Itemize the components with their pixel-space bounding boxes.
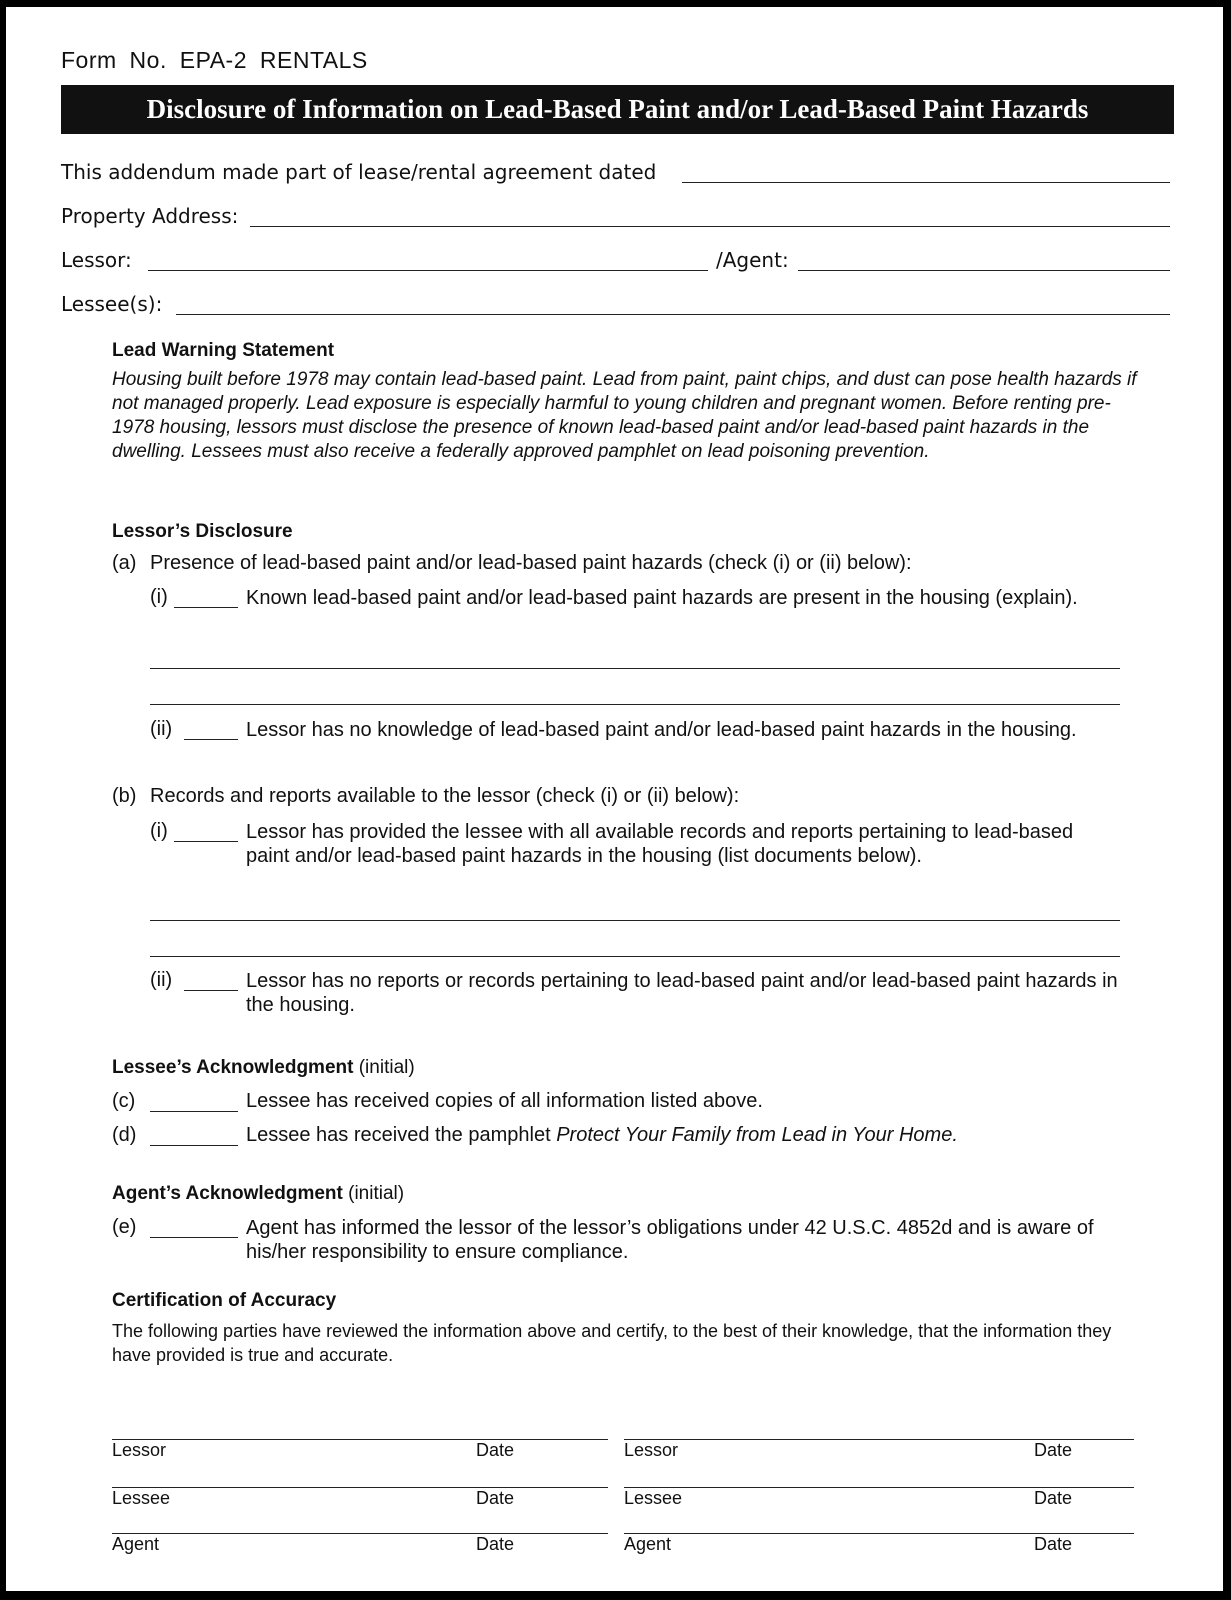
lessee-ack-heading-row bbox=[112, 1057, 415, 1079]
agent-date-label-1: Date bbox=[476, 1534, 515, 1554]
item-d-text: Lessee has received the pamphlet bbox=[246, 1124, 551, 1146]
lessee-ack-heading: Lessee’s Acknowledgment bbox=[112, 1057, 354, 1078]
lessees-label: Lessee(s): bbox=[61, 292, 163, 316]
item-a-i-text: Known lead-based paint and/or lead-based paint hazards are present in the housing (explain). bbox=[246, 587, 1078, 609]
agent-label: /Agent: bbox=[716, 248, 789, 272]
lessor-label: Lessor: bbox=[61, 248, 132, 272]
item-b-i-documents-line-1[interactable] bbox=[150, 920, 1120, 921]
agent-signature-label-2: Agent bbox=[624, 1534, 672, 1554]
lessee-signature-label-2: Lessee bbox=[624, 1488, 683, 1508]
item-a-i-explain-line-1[interactable] bbox=[150, 668, 1120, 669]
lessor-signature-line-1[interactable] bbox=[112, 1439, 608, 1440]
property-address-field[interactable] bbox=[250, 226, 1170, 227]
agent-field[interactable] bbox=[798, 270, 1170, 271]
lead-warning-heading: Lead Warning Statement bbox=[112, 340, 335, 361]
item-a-i-explain-line-2[interactable] bbox=[150, 704, 1120, 705]
item-b-ii-marker: (ii) bbox=[150, 969, 173, 991]
agent-date-label-2: Date bbox=[1034, 1534, 1073, 1554]
certification-heading: Certification of Accuracy bbox=[112, 1290, 337, 1311]
pamphlet-title: Protect Your Family from Lead in Your Home. bbox=[556, 1124, 958, 1146]
item-e-marker: (e) bbox=[112, 1216, 137, 1238]
lessee-signature-line-1[interactable] bbox=[112, 1487, 608, 1488]
item-b-i-initial-field[interactable] bbox=[174, 841, 238, 842]
item-c-marker: (c) bbox=[112, 1090, 136, 1112]
form-title: Disclosure of Information on Lead-Based Paint and/or Lead-Based Paint Hazards bbox=[61, 85, 1174, 134]
addendum-label: This addendum made part of lease/rental agreement dated bbox=[61, 160, 657, 184]
lessor-signature-label-2: Lessor bbox=[624, 1440, 679, 1460]
item-d-initial-field[interactable] bbox=[150, 1145, 238, 1146]
item-a-ii-initial-field[interactable] bbox=[184, 739, 238, 740]
lessee-date-label-2: Date bbox=[1034, 1488, 1073, 1508]
lessor-field[interactable] bbox=[148, 270, 708, 271]
lead-warning-text: Housing built before 1978 may contain lead-based paint. Lead from paint, paint chips, and dust can pose health hazards if not managed properly. Lead exposure is especially harmful to young children and pregnant women. Before renting pre-1978 housing, lessors must disclose the presence of known lead-based paint and/or lead-based paint hazards in the dwelling. Lessees must also receive a federally approved pamphlet on lead poisoning prevention. bbox=[112, 369, 1137, 462]
lessees-field[interactable] bbox=[176, 314, 1170, 315]
lessee-ack-suffix: (initial) bbox=[358, 1057, 415, 1078]
item-a-ii-marker: (ii) bbox=[150, 718, 173, 740]
item-e-text: Agent has informed the lessor of the lessor’s obligations under 42 U.S.C. 4852d and is aware of his/her responsibility to ensure compliance. bbox=[246, 1217, 1094, 1263]
lessee-date-label-1: Date bbox=[476, 1488, 515, 1508]
agreement-date-field[interactable] bbox=[682, 182, 1170, 183]
lessor-disclosure-heading: Lessor’s Disclosure bbox=[112, 521, 293, 542]
lessor-signature-label-1: Lessor bbox=[112, 1440, 167, 1460]
item-c-text: Lessee has received copies of all information listed above. bbox=[246, 1090, 763, 1112]
item-d-marker: (d) bbox=[112, 1124, 137, 1146]
item-e-initial-field[interactable] bbox=[150, 1237, 238, 1238]
agent-signature-label-1: Agent bbox=[112, 1534, 160, 1554]
item-a-text: Presence of lead-based paint and/or lead-based paint hazards (check (i) or (ii) below): bbox=[150, 552, 912, 574]
item-c-initial-field[interactable] bbox=[150, 1111, 238, 1112]
item-a-marker: (a) bbox=[112, 552, 137, 574]
certification-text: The following parties have reviewed the information above and certify, to the best of their knowledge, that the information they have provided is true and accurate. bbox=[112, 1321, 1112, 1365]
lessee-signature-label-1: Lessee bbox=[112, 1488, 171, 1508]
form-page bbox=[6, 7, 1223, 1591]
item-a-ii-text: Lessor has no knowledge of lead-based paint and/or lead-based paint hazards in the housing. bbox=[246, 719, 1077, 741]
item-b-marker: (b) bbox=[112, 785, 137, 807]
item-a-i-initial-field[interactable] bbox=[174, 607, 238, 608]
item-b-i-text: Lessor has provided the lessee with all available records and reports pertaining to lead-based paint and/or lead-based paint hazards in the housing (list documents below). bbox=[246, 821, 1074, 867]
item-b-ii-text: Lessor has no reports or records pertaining to lead-based paint and/or lead-based paint hazards in the housing. bbox=[246, 970, 1118, 1016]
lessor-date-label-2: Date bbox=[1034, 1440, 1073, 1460]
agent-ack-heading: Agent’s Acknowledgment bbox=[112, 1183, 343, 1204]
item-b-text: Records and reports available to the lessor (check (i) or (ii) below): bbox=[150, 785, 740, 807]
item-d-row bbox=[246, 1124, 958, 1147]
lessor-date-label-1: Date bbox=[476, 1440, 515, 1460]
agent-ack-heading-row bbox=[112, 1183, 404, 1205]
form-number: Form No. EPA-2 RENTALS bbox=[61, 47, 368, 73]
item-a-i-marker: (i) bbox=[150, 586, 168, 608]
agent-signature-line-1[interactable] bbox=[112, 1533, 608, 1534]
item-b-i-documents-line-2[interactable] bbox=[150, 956, 1120, 957]
property-address-label: Property Address: bbox=[61, 204, 239, 228]
item-b-i-marker: (i) bbox=[150, 820, 168, 842]
item-b-ii-initial-field[interactable] bbox=[184, 990, 238, 991]
agent-ack-suffix: (initial) bbox=[348, 1183, 405, 1204]
